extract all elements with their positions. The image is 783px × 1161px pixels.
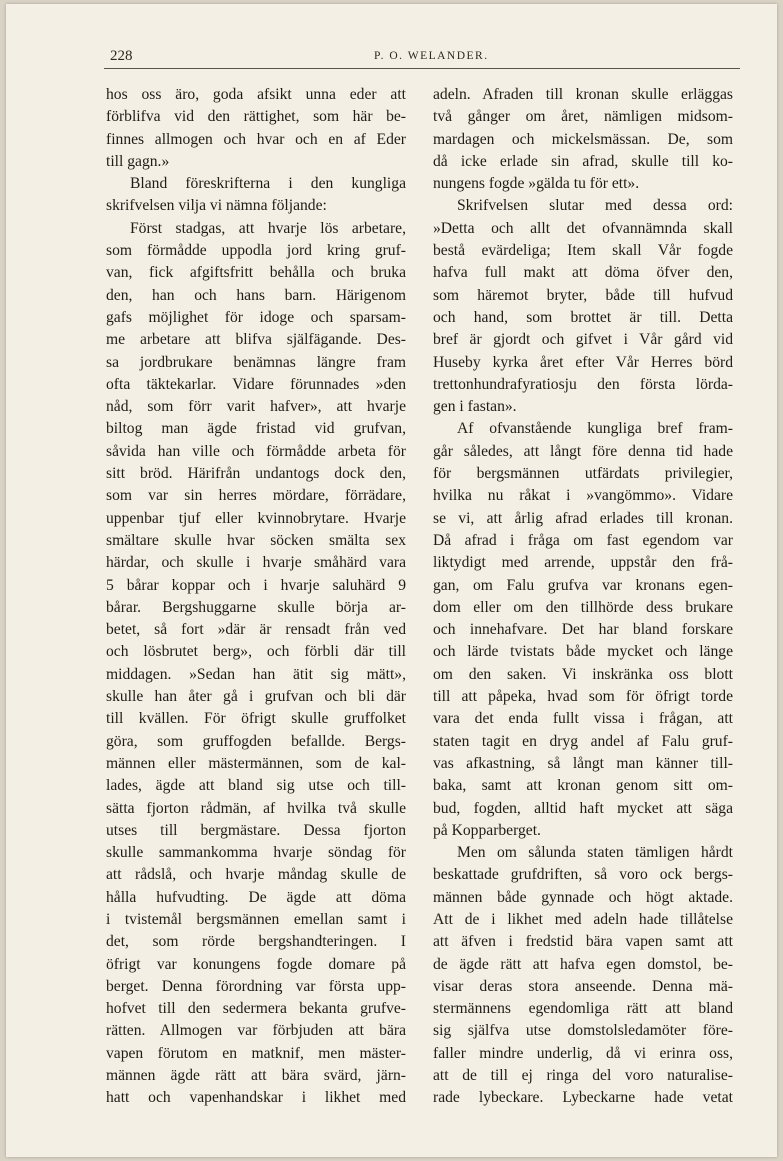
text-line: Bland föreskrifterna i den kungliga: [130, 175, 406, 193]
text-line: bårar. Bergshuggarne skulle börja ar-: [106, 598, 406, 616]
text-line: att äfven i fredstid bära vapen samt att: [433, 933, 733, 951]
text-line: om den saken. Vi inskränka oss blott: [433, 665, 733, 683]
text-line: van, fick afgiftsfritt behålla och bruka: [106, 264, 406, 282]
text-line: Huseby kyrka året efter Vår Herres börd: [433, 353, 733, 371]
text-line: den, han och hans barn. Härigenom: [106, 286, 406, 304]
running-head: P. O. WELANDER.: [374, 50, 489, 62]
text-line: sitt bröd. Härifrån undantogs dock den,: [106, 465, 406, 483]
text-line: sa jordbrukare benämnas längre fram: [106, 353, 406, 371]
text-line: hatt och vapenhandskar i likhet med: [106, 1089, 406, 1107]
text-line: utses till bergmästare. Dessa fjorton: [106, 821, 406, 839]
text-line: dom eller om den tillhörde dess brukare: [433, 598, 733, 616]
text-line: männen både gynnade och högt aktade.: [433, 888, 733, 906]
text-line: och lösbrutet berg», och förbli där till: [106, 643, 406, 661]
text-line: berget. Denna förordning var första upp-: [106, 977, 406, 995]
text-line: såvida han ville och förmådde arbeta för: [106, 442, 406, 460]
text-line: och hand, som brottet är till. Detta: [433, 308, 733, 326]
text-line: me arbetare att blifva själfägande. Des-: [106, 331, 406, 349]
text-line: för bergsmännen utfärdats privilegier,: [433, 465, 733, 483]
text-line: stermännens egendomliga rätt att bland: [433, 1000, 733, 1018]
right-text-column: [433, 84, 733, 1110]
text-line: till att påpeka, hvad som för öfrigt torde: [433, 688, 733, 706]
text-line: att de till ej ringa del voro naturalise-: [433, 1067, 733, 1085]
text-line: att rådslå, och hvarje måndag skulle de: [106, 866, 406, 884]
text-line: betet, så fort »där är rensadt från ved: [106, 621, 406, 639]
text-line: göra, som gruffogden befallde. Bergs-: [106, 732, 406, 750]
text-line: härdar, och skulle i hvarje småhärd vara: [106, 554, 406, 572]
text-line: Då afrad i fråga om fast egendom var: [433, 531, 733, 549]
left-text-column: [106, 84, 406, 1110]
text-line: sig själfva utse domstolsledamöter före-: [433, 1022, 733, 1040]
text-line: staten tagit en dryg andel af Falu gruf-: [433, 732, 733, 750]
text-line: skulle sammankomma hvarje söndag för: [106, 844, 406, 862]
text-line: rätten. Allmogen var förbjuden att bära: [106, 1022, 406, 1040]
text-line: och innehafvare. Det har bland forskare: [433, 621, 733, 639]
text-line: vas afkastning, så långt man känner till-: [433, 754, 733, 772]
text-line: bref är gjordt och gifvet i Vår gård vid: [433, 331, 733, 349]
text-line: liktydigt med arrende, uppstår den frå-: [433, 554, 733, 572]
text-line: vara det enda fullt vissa i frågan, att: [433, 710, 733, 728]
text-line: vapen förutom en matknif, men mäster-: [106, 1044, 406, 1062]
text-line: Att de i likhet med adeln hade tillåtelse: [433, 910, 733, 928]
text-line: rade lybeckare. Lybeckarne hade vetat: [433, 1089, 733, 1107]
text-line: går således, att långt före denna tid hade: [433, 442, 733, 460]
text-line: biltog man ägde fristad vid grufvan,: [106, 420, 406, 438]
text-line: adeln. Afraden till kronan skulle erläggas: [433, 86, 733, 103]
text-line: då icke erlade sin afrad, skulle till ko-: [433, 152, 733, 170]
text-line: som förmådde uppodla jord kring gruf-: [106, 242, 406, 260]
text-line: männen ägde rätt att bära svärd, järn-: [106, 1067, 406, 1085]
text-line: gafs möjlighet för idoge och sparsam-: [106, 308, 406, 326]
text-line: det, som rörde bergshandteringen. I: [106, 933, 406, 951]
text-line: i tvistemål bergsmännen emellan samt i: [106, 910, 406, 928]
text-line: bestå evärdeliga; Item skall Vår fogde: [433, 242, 733, 260]
text-line: som häremot bryter, både till hufvud: [433, 286, 733, 304]
text-line: sätta fjorton rådmän, af hvilka två skulle: [106, 799, 406, 817]
text-line: på Kopparberget.: [433, 821, 541, 839]
text-line: hålla hufvudting. De ägde att döma: [106, 888, 406, 906]
text-line: Af ofvanstående kungliga bref fram-: [457, 420, 733, 438]
text-line: middagen. »Sedan han ätit sig mätt»,: [106, 665, 406, 683]
text-line: nåd, som förr varit hafver», att hvarje: [106, 398, 406, 416]
header-rule: [104, 68, 740, 69]
text-line: mardagen och mickelsmässan. De, som: [433, 130, 733, 148]
text-line: se vi, att årlig afrad erlades till kronan.: [433, 509, 733, 527]
page-number: 228: [110, 48, 133, 64]
text-line: två gånger om året, nämligen midsom-: [433, 108, 733, 126]
text-line: »Detta och allt det ofvannämnda skall: [433, 219, 733, 237]
text-line: baka, samt att kronan genom sitt om-: [433, 777, 733, 795]
text-line: faller mindre underlig, då vi erinra oss,: [433, 1044, 733, 1062]
text-line: som var sin herres mördare, förrädare,: [106, 487, 406, 505]
text-line: hofvet till den sedermera bekanta grufve-: [106, 1000, 406, 1018]
text-line: hafva full makt att döma öfver den,: [433, 264, 733, 282]
text-line: hvilka nu råkat i »vangömmo». Vidare: [433, 487, 733, 505]
text-line: gan, om Falu grufva var kronans egen-: [433, 576, 733, 594]
text-line: bud, fogden, alltid haft mycket att säga: [433, 799, 733, 817]
text-line: finnes allmogen och hvar och en af Eder: [106, 130, 406, 148]
text-line: uppenbar tjuf eller kvinnobrytare. Hvarje: [106, 509, 406, 527]
text-line: nungens fogde »gälda tu för ett».: [433, 175, 640, 193]
text-line: lades, ägde att bland sig utse och till-: [106, 777, 406, 795]
text-line: öfrigt var konungens fogde domare på: [106, 955, 406, 973]
text-line: smältare skulle hvar söcken smälta sex: [106, 531, 406, 549]
text-line: gen i fastan».: [433, 398, 517, 416]
text-line: och lärde tvistats både mycket och länge: [433, 643, 733, 661]
text-line: 5 bårar koppar och i hvarje saluhärd 9: [106, 576, 406, 594]
text-line: förblifva vid den rättighet, som här be-: [106, 108, 406, 126]
text-line: trettonhundrafyratiosju den första lörda-: [433, 375, 733, 393]
text-line: ofta täktekarlar. Vidare förunnades »den: [106, 375, 406, 393]
text-line: visar deras stora anseende. Denna mä-: [433, 977, 733, 995]
text-line: de ägde rätt att hafva egen domstol, be-: [433, 955, 733, 973]
text-line: Först stadgas, att hvarje lös arbetare,: [130, 219, 406, 237]
text-line: Men om sålunda staten tämligen hårdt: [457, 844, 733, 862]
text-line: till gagn.»: [106, 152, 170, 170]
text-line: hos oss äro, goda afsikt unna eder att: [106, 86, 406, 103]
text-line: till kvällen. För öfrigt skulle gruffolket: [106, 710, 406, 728]
text-line: skrifvelsen vilja vi nämna följande:: [106, 197, 327, 215]
text-line: beskattade grufdriften, så voro ock bergs-: [433, 866, 733, 884]
text-line: Skrifvelsen slutar med dessa ord:: [457, 197, 733, 215]
text-line: skulle han åter gå i grufvan och bli där: [106, 688, 406, 706]
text-line: männen eller mästermännen, som de kal-: [106, 754, 406, 772]
